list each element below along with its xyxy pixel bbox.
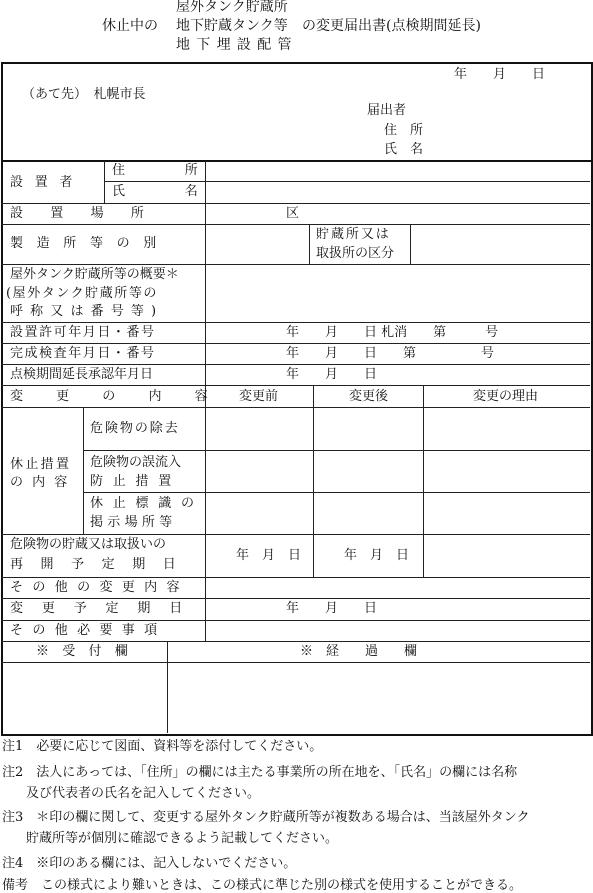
- summary-label-1: 屋外タンク貯蔵所等の概要＊: [10, 267, 179, 282]
- sign-label-1: 休止標識の: [90, 496, 204, 511]
- storage-class-label-1: 貯蔵所又は: [316, 227, 391, 242]
- resume-label-2: 再開予定期日: [10, 557, 194, 572]
- scheduled-label: 変更予定期日: [10, 601, 202, 616]
- ward-label: 区: [286, 206, 300, 221]
- note-1: 注1 必要に応じて図面、資料等を添付してください。: [2, 739, 323, 754]
- other-items-label: その他必要事項: [10, 623, 167, 638]
- permit-value: 年 月 日 札消 第 号: [286, 325, 499, 340]
- notifier-address: 住 所: [384, 123, 424, 138]
- note-2: 注2 法人にあっては、「住所」の欄には主たる事業所の所在地を、「氏名」の欄には名称: [2, 765, 518, 780]
- date-line: 年 月 日: [454, 67, 546, 82]
- note-2-cont: 及び代表者の氏名を記入してください。: [26, 786, 261, 801]
- permit-label: 設置許可年月日・番号: [10, 325, 156, 340]
- resume-after-date: 年 月 日: [344, 548, 410, 563]
- before-header: 変更前: [239, 389, 279, 404]
- prevent-label-1: 危険物の誤流入: [90, 455, 182, 470]
- notifier-name: 氏 名: [384, 142, 424, 157]
- note-3-cont: 貯蔵所等が個別に確認できるよう記載してください。: [26, 831, 339, 846]
- other-changes-label: その他の変更内容: [10, 580, 189, 595]
- title-upper: 屋外タンク貯蔵所: [176, 0, 288, 15]
- location-label: 設置場所: [10, 206, 172, 221]
- installer-label: 設置者: [10, 175, 85, 190]
- title-prefix: 休止中の: [102, 18, 158, 34]
- receipt-label: ※ 受 付 欄: [36, 644, 133, 659]
- installer-name-label: 氏名: [112, 184, 258, 199]
- sign-label-2: 掲示場所等: [90, 515, 177, 530]
- remarks: 備考 この様式により難いときは、この様式に準じた別の様式を使用することができる。: [2, 878, 523, 893]
- summary-label-3: 呼称又は番号等): [10, 304, 164, 319]
- reason-header: 変更の理由: [473, 389, 539, 404]
- measure-label-1: 休止措置: [10, 457, 72, 472]
- prevent-label-2: 防止措置: [90, 474, 182, 489]
- facility-type-label: 製造所等の別: [10, 236, 170, 251]
- resume-label-1: 危険物の貯蔵又は取扱いの: [10, 537, 167, 552]
- notifier-label: 届出者: [367, 103, 407, 118]
- change-content-label: 変更の内容: [10, 389, 241, 404]
- storage-class-label-2: 取扱所の区分: [316, 246, 395, 261]
- title-lower: 地下埋設配管: [176, 37, 298, 53]
- title-middle: 地下貯蔵タンク等: [176, 18, 288, 34]
- resume-before-date: 年 月 日: [236, 548, 302, 563]
- addressee: （あて先） 札幌市長: [22, 87, 146, 102]
- completion-label: 完成検査年月日・番号: [10, 346, 156, 361]
- after-header: 変更後: [349, 389, 389, 404]
- scheduled-value: 年 月 日: [286, 601, 378, 616]
- removal-label: 危険物の除去: [90, 421, 180, 436]
- summary-label-2: (屋外タンク貯蔵所等の: [6, 286, 158, 301]
- completion-value: 年 月 日 第 号: [286, 346, 495, 361]
- progress-label: ※ 経 過 欄: [300, 644, 418, 659]
- installer-address-label: 住所: [112, 163, 258, 178]
- title-suffix: の変更届出書(点検期間延長): [302, 18, 481, 34]
- note-3: 注3 ＊印の欄に関して、変更する屋外タンク貯蔵所等が複数ある場合は、当該屋外タンク: [2, 810, 530, 825]
- note-4: 注4 ※印のある欄には、記入しないでください。: [2, 856, 297, 871]
- measure-label-2: の内容: [10, 475, 77, 490]
- extension-label: 点検期間延長承認年月日: [10, 367, 154, 382]
- extension-value: 年 月 日: [286, 367, 378, 382]
